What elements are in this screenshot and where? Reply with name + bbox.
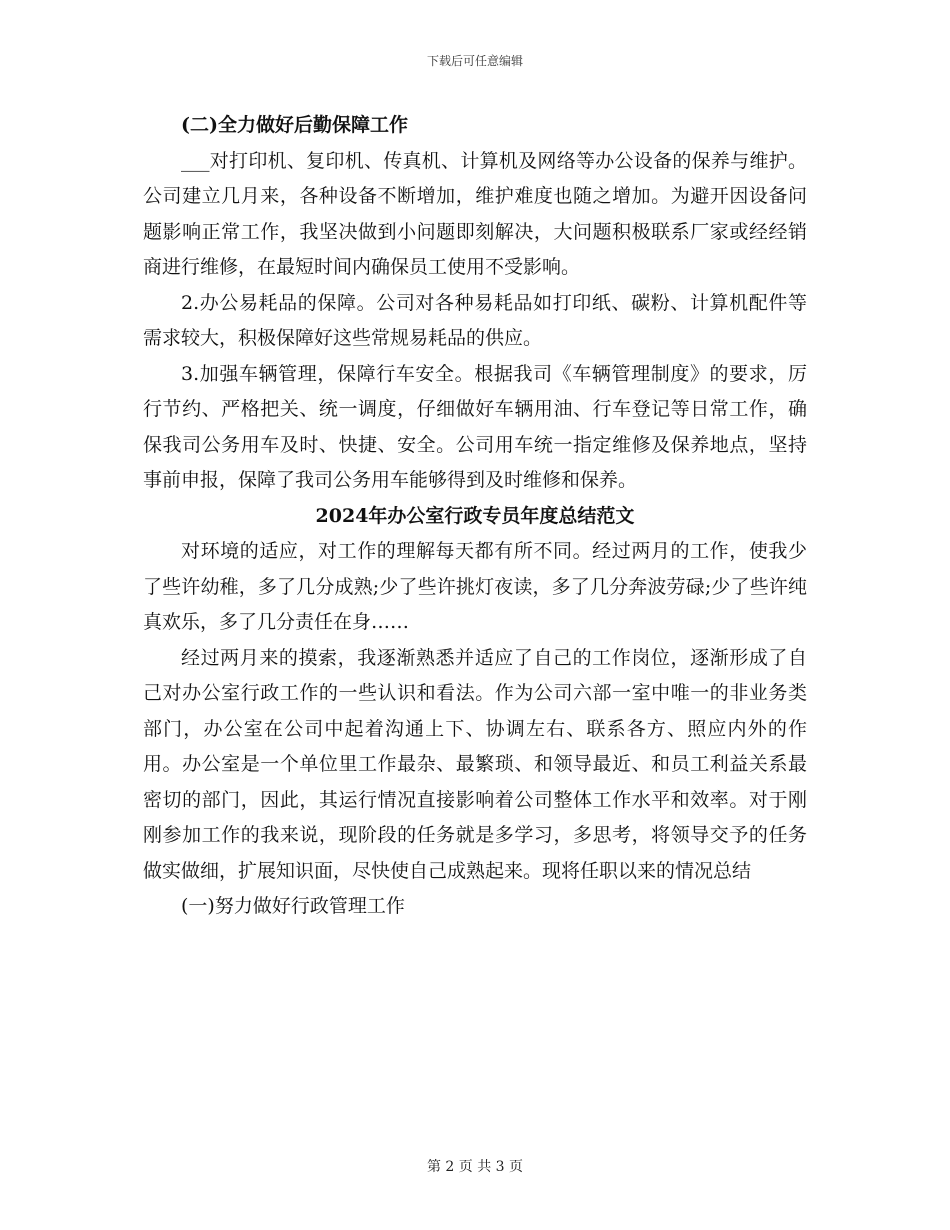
document-body bbox=[143, 108, 807, 925]
paragraph: ___对打印机、复印机、传真机、计算机及网络等办公设备的保养与维护。公司建立几月来，各种设备不断增加，维护难度也随之增加。为避开因设备问题影响正常工作，我坚决做到小问题即刻解决，大问题积极联系厂家或经经销商进行维修，在最短时间内确保员工使用不受影响。 bbox=[143, 149, 807, 278]
paragraph: 3.加强车辆管理，保障行车安全。根据我司《车辆管理制度》的要求，厉行节约、严格把关、统一调度，仔细做好车辆用油、行车登记等日常工作，确保我司公务用车及时、快捷、安全。公司用车统一指定维修及保养地点，坚持事前申报，保障了我司公务用车能够得到及时维修和保养。 bbox=[143, 362, 807, 491]
paragraph: 对环境的适应，对工作的理解每天都有所不同。经过两月的工作，使我少了些许幼稚，多了几分成熟;少了些许挑灯夜读，多了几分奔波劳碌;少了些许纯真欢乐，多了几分责任在身…… bbox=[143, 540, 807, 633]
section-heading: (二)全力做好后勤保障工作 bbox=[181, 114, 408, 136]
paragraph: 2.办公易耗品的保障。公司对各种易耗品如打印纸、碳粉、计算机配件等需求较大，积极保障好这些常规易耗品的供应。 bbox=[143, 291, 807, 349]
page-header-note: 下载后可任意编辑 bbox=[426, 54, 523, 68]
paragraph: 经过两月来的摸索，我逐渐熟悉并适应了自己的工作岗位，逐渐形成了自己对办公室行政工作的一些认识和看法。作为公司六部一室中唯一的非业务类部门，办公室在公司中起着沟通上下、协调左右、联系各方、照应内外的作用。办公室是一个单位里工作最杂、最繁琐、和领导最近、和员工利益关系最密切的部门，因此，其运行情况直接影响着公司整体工作水平和效率。对于刚刚参加工作的我来说，现阶段的任务就是多学习，多思考，将领导交予的任务做实做细，扩展知识面，尽快使自己成熟起来。现将任职以来的情况总结 bbox=[143, 646, 807, 882]
article-title: 2024年办公室行政专员年度总结范文 bbox=[315, 504, 635, 527]
subsection-heading: (一)努力做好行政管理工作 bbox=[181, 895, 405, 917]
page-number: 第 2 页 共 3 页 bbox=[426, 1159, 524, 1175]
